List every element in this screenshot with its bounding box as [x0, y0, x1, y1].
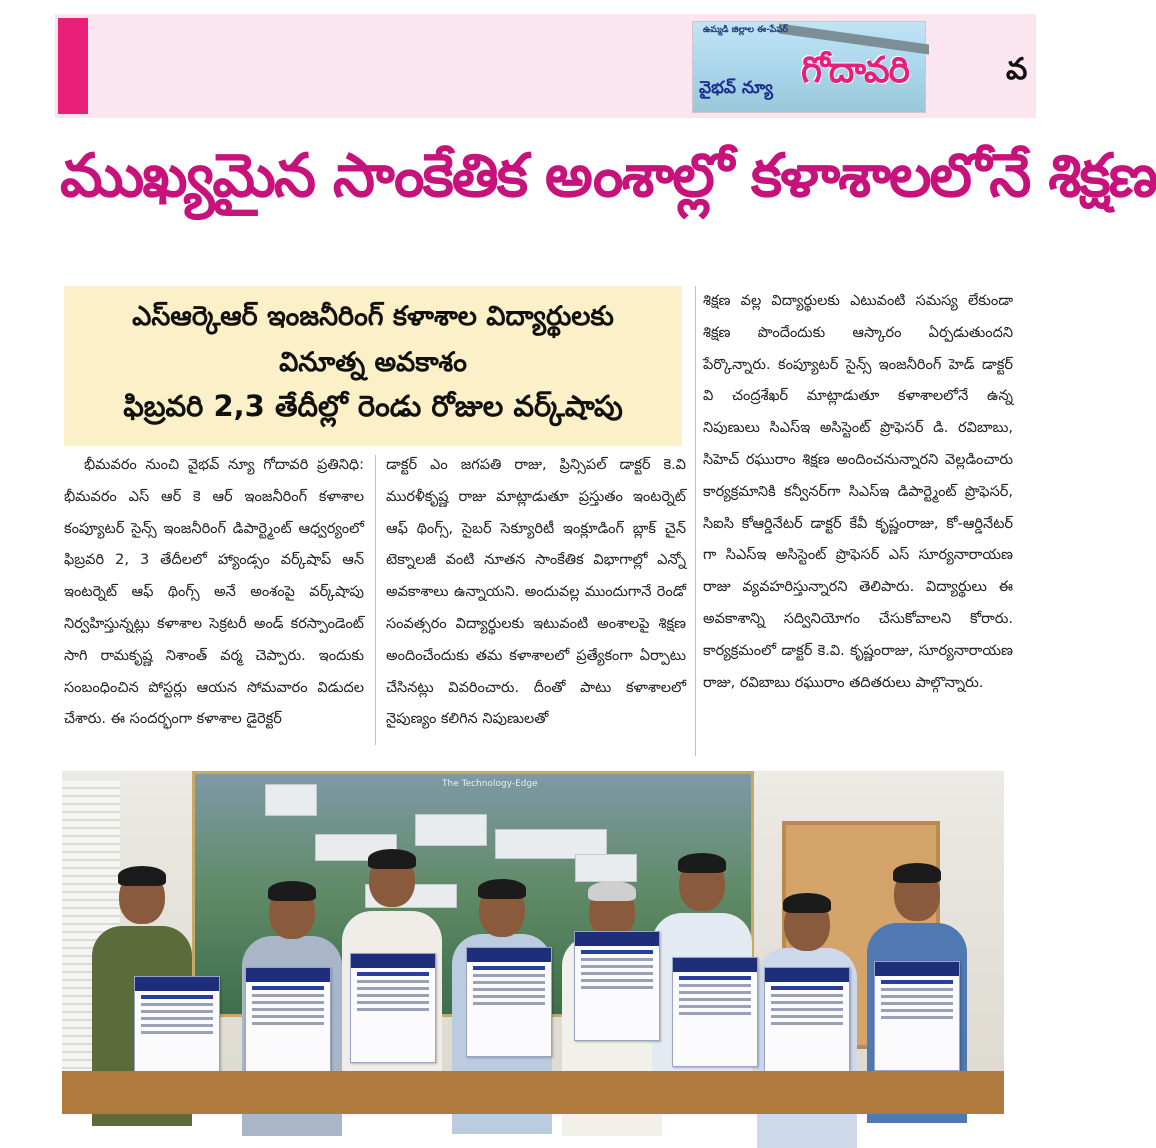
workshop-poster: [672, 957, 758, 1067]
article-column-3: శిక్షణ వల్ల విద్యార్థులకు ఎటువంటి సమస్య లేకుండా శిక్షణ పొందేందుకు ఆస్కారం ఏర్పడుతుందని పేర్కొన్నారు. కంప్యూటర్ సైన్స్ ఇంజనీరింగ్ హెడ్ డాక్టర్ వి చంద్రశేఖర్ మాట్లాడుతూ కళాశాలలోనే ఉన్న నిపుణులు సిఎస్ఇ అసిస్టెంట్ ప్రొఫెసర్ డి. రవిబాబు, సిహెచ్ రఘురాం శిక్షణ అందించనున్నారని వెల్లడించారు కార్యక్రమానికి కన్వీనర్‌గా సిఎస్ఇ డిపార్ట్మెంట్ ప్రొఫెసర్, సిఐసి కోఆర్డినేటర్ డాక్టర్ కేవీ కృష్ణంరాజు, కో-ఆర్డినేటర్ గా సిఎస్ఇ అసిస్టెంట్ ప్రొఫెసర్ ఎస్ సూర్యనారాయణ రాజు వ్యవహరిస్తున్నారని తెలిపారు. విద్యార్థులు ఈ అవకాశాన్ని సద్వినియోగం చేసుకోవాలని కోరారు. కార్యక్రమంలో డాక్టర్ కె.వి. కృష్ణంరాజు, సూర్యనారాయణ రాజు, రవిబాబు రఘురాం తదితరులు పాల్గొన్నారు.: [703, 293, 1013, 691]
person-hair: [368, 849, 416, 869]
masthead-brand-name: గోదావరి: [801, 50, 909, 91]
workshop-poster: [245, 967, 331, 1077]
person-hair: [118, 866, 166, 886]
newspaper-masthead-logo: [692, 21, 926, 113]
photo-table: [62, 1071, 1004, 1114]
subhead-box: [64, 286, 682, 446]
person-hair: [783, 893, 831, 913]
workshop-poster: [466, 947, 552, 1057]
banner-building: [265, 784, 317, 816]
article-column-2: డాక్టర్ ఎం జగపతి రాజు, ప్రిన్సిపల్ డాక్టర్ కె.వి మురళీకృష్ణ రాజు మాట్లాడుతూ ప్రస్తుతం ఇంటర్నెట్ ఆఫ్ థింగ్స్, సైబర్ సెక్యూరిటీ ఇంక్లూడింగ్ బ్లాక్ చైన్ టెక్నాలజీ వంటి నూతన సాంకేతిక విభాగాల్లో ఎన్నో అవకాశాలు ఉన్నాయని. అందువల్ల ముందుగానే రెండో సంవత్సరం విద్యార్థులకు ఇటువంటి అంశాలపై శిక్షణ అందించేందుకు తమ కళాశాలలో ప్రత్యేకంగా ఏర్పాటు చేసినట్లు వివరించారు. దీంతో పాటు కళాశాలలో నైపుణ్యం కలిగిన నిపుణులతో: [386, 457, 686, 728]
workshop-poster: [574, 931, 660, 1041]
workshop-poster: [350, 953, 436, 1063]
person-hair: [478, 879, 526, 899]
subhead-line-1-2: [64, 294, 682, 386]
subhead-line-2: వినూత్న అవకాశం: [279, 347, 467, 378]
person-hair: [588, 881, 636, 901]
masthead-brand-prefix: వైభవ్ న్యూ: [699, 78, 773, 98]
article-headline: ముఖ్యమైన సాంకేతిక అంశాల్లో కళాశాలలోనే శిక్షణ: [60, 141, 1156, 211]
subhead-line-1: ఎస్ఆర్కెఆర్ ఇంజనీరింగ్ కళాశాల విద్యార్థులకు: [132, 301, 614, 332]
person-hair: [268, 881, 316, 901]
page-edge-character: వ: [1006, 52, 1028, 87]
article-column-1: భీమవరం నుంచి వైభవ్ న్యూ గోదావరి ప్రతినిధి: భీమవరం ఎస్ ఆర్ కె ఆర్ ఇంజనీరింగ్ కళాశాల కంప్యూటర్ సైన్స్ ఇంజనీరింగ్ డిపార్ట్మెంట్ ఆధ్వర్యంలో ఫిబ్రవరి 2, 3 తేదీలలో హ్యాండ్సం వర్క్‌షాప్ ఆన్ ఇంటర్నెట్ ఆఫ్ థింగ్స్ అనే అంశంపై వర్క్‌షాపు నిర్వహిస్తున్నట్లు కళాశాల సెక్రటరీ అండ్ కరస్పాండెంట్ సాగి రామకృష్ణ నిశాంత్ వర్మ చెప్పారు. ఇందుకు సంబంధించిన పోస్టర్లు ఆయన సోమవారం విడుదల చేశారు. ఈ సందర్భంగా కళాశాల డైరెక్టర్: [64, 457, 364, 728]
person-hair: [893, 863, 941, 883]
person-hair: [678, 853, 726, 873]
banner-caption: The Technology-Edge: [442, 779, 538, 789]
workshop-poster: [874, 961, 960, 1071]
column-divider: [695, 286, 696, 756]
workshop-poster: [764, 967, 850, 1077]
banner-building: [415, 814, 487, 846]
workshop-poster: [134, 976, 220, 1086]
banner-building: [575, 854, 637, 882]
masthead-tagline: ఉమ్మడి జిల్లాల ఈ-పేపర్: [703, 25, 788, 35]
article-photo: [62, 771, 1004, 1114]
header-accent-bar: [58, 18, 88, 114]
column-divider: [375, 455, 376, 745]
subhead-line-3: ఫిబ్రవరి 2,3 తేదీల్లో రెండు రోజుల వర్క్‌షాపు: [123, 389, 623, 423]
